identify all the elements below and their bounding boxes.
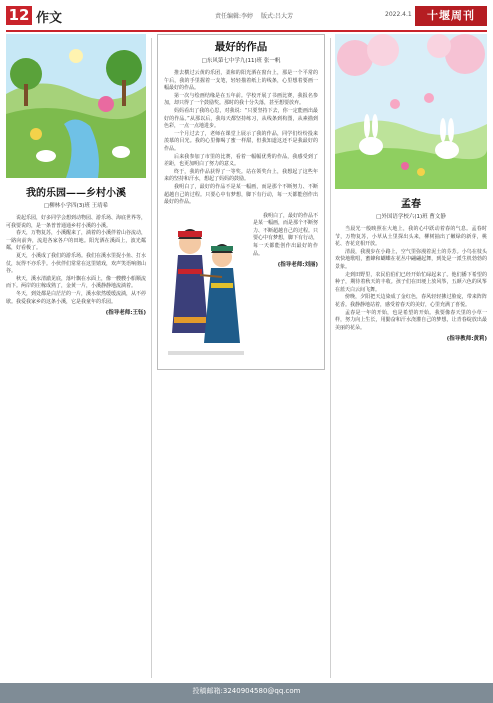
paragraph: 说起乐园，好多同学会想到动物园、游乐场、海底世界等，可我要说的，是一条普普通通乡村小溪的小溪。	[6, 215, 147, 229]
article-byline: □东风第七中学九(11)班 张一帆	[201, 58, 281, 64]
section-title: 作文	[36, 11, 63, 26]
editor-info	[215, 11, 299, 20]
editor-label: 责任编辑:李婷	[215, 13, 254, 20]
girls-in-traditional-dress-illustration	[164, 213, 248, 363]
paragraph: 秋天，溪水清澈见底，落叶飘在水面上，像一艘艘小船顺流而下。两岸的庄稼成熟了，金黄一片，小溪静静地流淌着。	[6, 275, 147, 290]
article-body	[164, 70, 318, 207]
page-number-badge: 12	[6, 6, 32, 25]
paragraph: 冬天，到处都是白茫茫的一片，溪水依然缓缓流淌，从不停歇。我爱我家乡的这条小溪，它是我童年的乐园。	[6, 290, 147, 305]
article-title: 孟春	[401, 199, 421, 210]
column-divider	[330, 38, 331, 678]
submission-email: 投稿邮箱:3240904580@qq.com	[192, 687, 301, 695]
paragraph: 傍晚，夕阳把天边染成了金红色，春风轻轻拂过脸庞，带来阵阵花香。我静静地站着，感受着春天的美好，心里充满了喜悦。	[335, 294, 487, 308]
article-body	[335, 226, 487, 332]
article-title: 我的乐园——乡村小溪	[26, 188, 126, 199]
newspaper-masthead: 十堰周刊	[415, 6, 487, 26]
paragraph: 终于，我的作品获得了一等奖。站在领奖台上，我想起了这些年来的坚持和汗水，想起了妈妈的鼓励。	[164, 168, 318, 183]
header-rule	[6, 30, 487, 32]
paragraph: 夏天，小溪成了我们的游乐场。我们在溪水里捉小鱼、打水仗，玩得不亦乐乎。小伙伴们常常在这里嬉戏，欢声笑语响彻山谷。	[6, 252, 147, 275]
paragraph: 孟春是一年的开始，也是希望的开始。我要像春天里的小草一样，努力向上生长，用勤奋和汗水浇灌自己的梦想，让青春绽放出最美丽的花朵。	[335, 309, 487, 331]
left-article	[6, 34, 146, 316]
article-bottom	[164, 213, 318, 363]
article-box	[157, 34, 325, 370]
mentor-credit: (指导教师:黄莉)	[446, 336, 487, 343]
right-article	[335, 34, 487, 342]
paragraph: 走到田野里，农民伯伯们已经开始忙碌起来了。他们播下希望的种子，期待着秋天的丰收。孩子们在田埂上放风筝，五颜六色的风筝在蓝天白云间飞舞。	[335, 271, 487, 293]
paragraph: 当晨光一般映照在大地上，我的心中跃动着春的气息。孟春时节，万物复苏，小草从土里探出头来，柳树抽出了嫩绿的新芽，桃花、杏花竞相开放。	[335, 226, 487, 248]
mentor-credit: (指导老师:刘丽)	[277, 262, 318, 269]
paragraph: 春天，万物复苏，小溪醒来了，淌着的小溪伴着山谷流动，一路向前奔，流进各家各户的田地。阳光洒在溪面上，波光粼粼，好看极了。	[6, 230, 147, 252]
issue-date: 2022.4.1	[385, 11, 412, 18]
layout-label: 版式:吕大芳	[260, 13, 293, 20]
article-body-continued	[253, 213, 318, 363]
article-body	[6, 215, 146, 306]
paragraph: 一个月过去了，老师在课堂上展示了我的作品，同学们纷纷投来羡慕的目光。我的心里像喝了蜜一样甜，但我知道这还不是我最好的作品。	[164, 130, 318, 152]
paragraph: 我明白了，最好的作品不是某一幅画，而是那个不断努力、不断超越自己的过程。只要心中有梦想，脚下有行动，每一天都能创作出最好的作品。	[253, 212, 319, 257]
paragraph: 后来我参加了市里的比赛，看着一幅幅优秀的作品，我感受到了差距，也更加明白了努力的意义。	[164, 153, 318, 168]
page-header	[0, 0, 493, 32]
village-stream-illustration	[6, 34, 146, 178]
paragraph: 妈妈看出了我的心思，对我说：“只要坚持下去，你一定能画出最好的作品。”从那以后，我每天都坚持练习，从线条到构图，从素描到色彩，一点一点地进步。	[164, 107, 318, 130]
article-byline: □外国语学校六(1)班 曹文静	[376, 214, 446, 220]
mentor-credit: (指导老师:王钰)	[105, 310, 146, 317]
paragraph: 第一次与绘画结缘是在五年前。学校开展了书画比赛，我报名参加，却只得了一个鼓励奖。那时的我十分失落，甚至想要放弃。	[164, 92, 318, 107]
paragraph: 我明白了，最好的作品不是某一幅画，而是那个不断努力、不断超越自己的过程。只要心中有梦想，脚下有行动，每一天都能创作出最好的作品。	[164, 183, 318, 206]
column-divider	[151, 38, 152, 678]
article-byline: □柳林小学四(3)班 王靖希	[43, 203, 109, 209]
paragraph: 清晨，我漫步在小路上，空气里弥漫着泥土的芬芳。小鸟在枝头欢快地歌唱，蜜蜂和蝴蝶在花丛中翩翩起舞，到处是一派生机勃勃的景象。	[335, 248, 487, 270]
paragraph: 推去横过云黄的乐团，柔和的阳光洒在窗台上，那是一个平常的午后，我的手里握着一支笔，轻轻描着纸上的线条，心里想着要画一幅最好的作品。	[164, 70, 318, 92]
spring-bunnies-illustration	[335, 34, 487, 189]
article-title: 最好的作品	[214, 41, 268, 53]
center-article	[157, 34, 325, 370]
